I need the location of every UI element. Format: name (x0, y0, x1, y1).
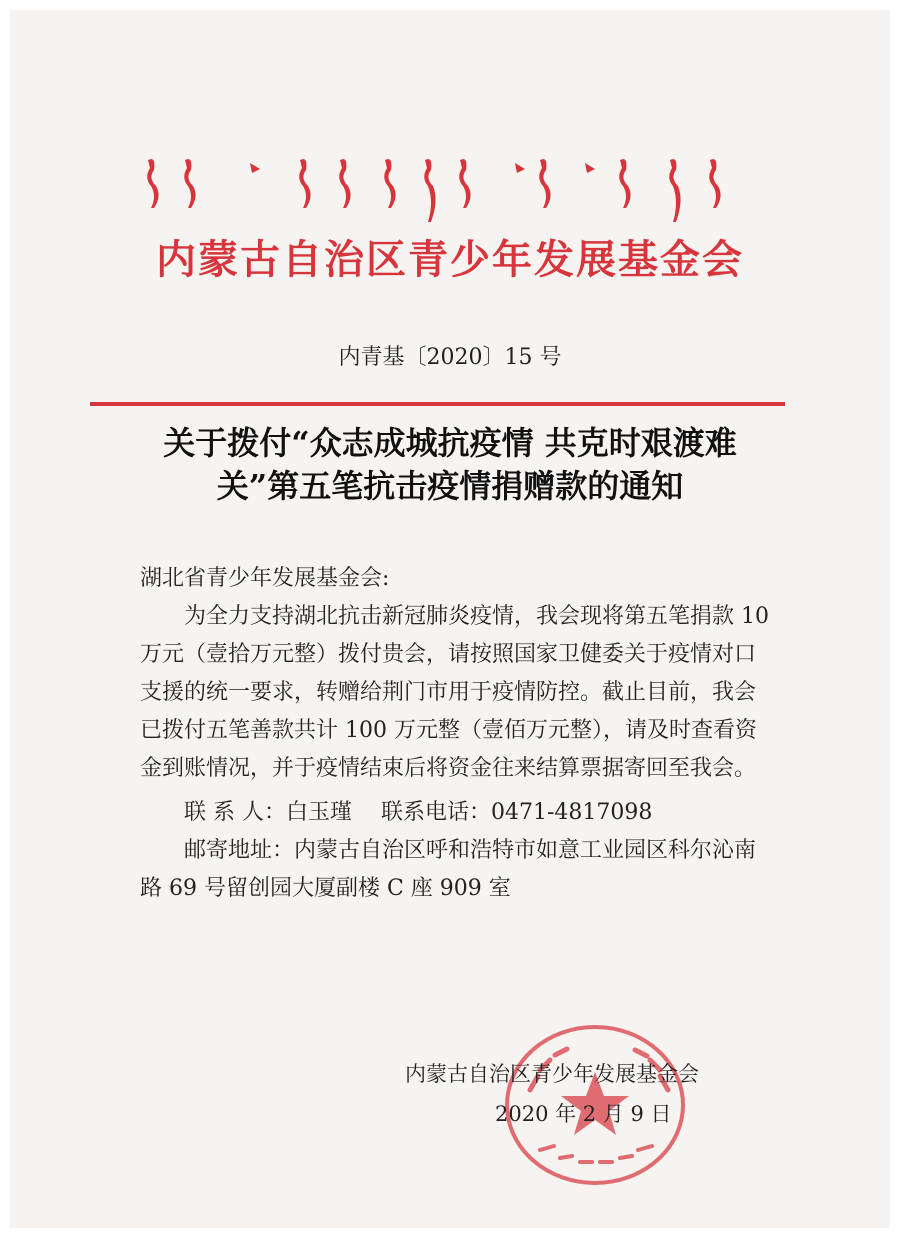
salutation: 湖北省青少年发展基金会: (140, 566, 390, 591)
signature-date: 2020 年 2 月 9 日 (495, 1102, 672, 1126)
document-body (140, 560, 770, 908)
mailing-address: 邮寄地址：内蒙古自治区呼和浩特市如意工业园区科尔沁南路 69 号留创园大厦副楼 C 座 909 室 (140, 838, 757, 901)
mongolian-script-graphic (140, 155, 740, 225)
red-divider-line (90, 402, 785, 406)
title-line-1: 关于拨付“众志成城抗疫情 共克时艰渡难 (163, 424, 737, 462)
mongolian-script-header (140, 155, 740, 225)
document-title (140, 422, 760, 508)
document-number: 内青基〔2020〕15 号 (338, 345, 562, 370)
signature-org: 内蒙古自治区青少年发展基金会 (405, 1062, 699, 1086)
title-line-2: 关”第五笔抗击疫情捐赠款的通知 (216, 467, 684, 505)
contact-line: 联 系 人：白玉瑾 联系电话：0471-4817098 (184, 800, 653, 825)
main-paragraph: 为全力支持湖北抗击新冠肺炎疫情，我会现将第五笔捐款 10 万元（壹拾万元整）拨付贵会，请按照国家卫健委关于疫情对口支援的统一要求，转赠给荆门市用于疫情防控。截止目前，我会已拨付五笔善款共计 100 万元整（壹佰万元整），请及时查看资金到账情况，并于疫情结束后将资金往来结算票据寄回至我会。 (140, 604, 769, 781)
org-header-title: 内蒙古自治区青少年发展基金会 (156, 236, 744, 283)
signature-block (405, 1058, 765, 1128)
document-page (10, 10, 890, 1228)
